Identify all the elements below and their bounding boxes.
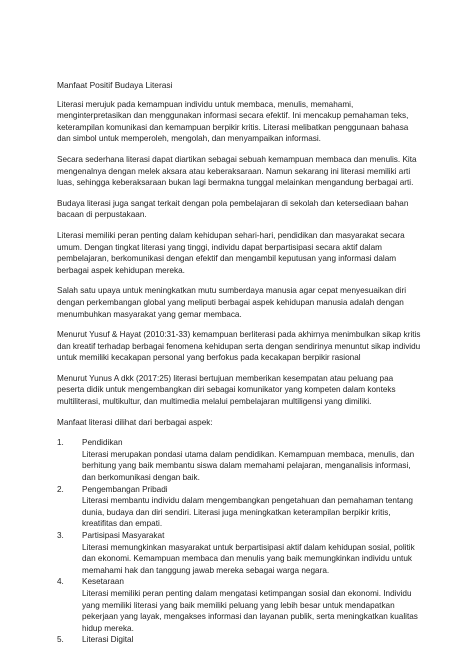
paragraph-definition: Literasi merujuk pada kemampuan individu untuk membaca, menulis, memahami, menginterpretasikan dan menggunakan informasi secara efektif. Ini mencakup pemahaman teks, keterampilan komunikasi dan kemampuan berpikir kritis. Literasi melibatkan penggunaan bahasa dan simbol untuk memperoleh, mengolah, dan menyampaikan informasi. (57, 99, 409, 144)
list-item-text: Literasi memiliki peran penting dalam mengatasi ketimpangan sosial dan ekonomi. Individu yang memiliki literasi yang baik memiliki peluang yang lebih besar untuk mendapatkan pekerjaan yang layak, mengakses informasi dan layanan publik, serta meningkatkan kualitas hidup mereka. (82, 588, 418, 633)
list-number: 5. (57, 635, 64, 645)
list-item (57, 576, 422, 634)
document-content (57, 80, 422, 646)
list-item-heading: Pendidikan (82, 438, 123, 448)
list-item-heading: Literasi Digital (82, 635, 134, 645)
list-item-text: Literasi memungkinkan masyarakat untuk berpartisipasi aktif dalam kehidupan sosial, politik dan ekonomi. Kemampuan membaca dan menulis yang baik memungkinkan individu untuk memahami hak dan tanggung jawab mereka sebagai warga negara. (82, 542, 415, 575)
paragraph-yusuf-hayat: Menurut Yusuf & Hayat (2010:31-33) kemampuan berliterasi pada akhirnya menimbulkan sikap kritis dan kreatif terhadap berbagai fenomena kehidupan serta dengan sendirinya menuntut sikap individu untuk memiliki kecakapan personal yang berfokus pada kecakapan berpikir rasional (57, 330, 421, 363)
document-title: Manfaat Positif Budaya Literasi (57, 80, 173, 90)
paragraph-importance: Literasi memiliki peran penting dalam kehidupan sehari-hari, pendidikan dan masyarakat secara umum. Dengan tingkat literasi yang tinggi, individu dapat berpartisipasi secara aktif dalam pembelajaran, berkomunikasi dengan efektif dan mengambil keputusan yang informasi dalam berbagai aspek kehidupan mereka. (57, 230, 405, 275)
list-number: 1. (57, 438, 64, 448)
list-item-heading: Partisipasi Masyarakat (82, 531, 165, 540)
list-number: 4. (57, 577, 64, 587)
paragraph-list-intro: Manfaat literasi dilihat dari berbagai aspek: (57, 417, 213, 427)
list-item (57, 634, 422, 646)
list-item (57, 437, 422, 483)
list-item (57, 484, 422, 530)
list-number: 3. (57, 531, 64, 540)
benefits-list (57, 437, 422, 646)
list-number: 2. (57, 484, 64, 494)
list-item (57, 530, 422, 576)
list-item-heading: Kesetaraan (82, 577, 124, 587)
paragraph-simple-meaning: Secara sederhana literasi dapat diartikan sebagai sebuah kemampuan membaca dan menulis. Kita mengenalnya dengan melek aksara atau keberaksaraan. Namun sekarang ini literasi memiliki arti luas, sehingga keberaksaraan bukan lagi bermakna tunggal melainkan mengandung berbagai arti. (57, 154, 417, 188)
list-item-text: Literasi membantu individu dalam mengembangkan pengetahuan dan pemahaman tentang dunia, budaya dan diri sendiri. Literasi juga meningkatkan keterampilan berpikir kritis, kreatifitas dan empati. (82, 496, 413, 529)
paragraph-human-resources: Salah satu upaya untuk meningkatkan mutu sumberdaya manusia agar cepat menyesuaikan diri dengan perkembangan global yang meliputi berbagai aspek kehidupan manusia adalah dengan menumbuhkan masyarakat yang gemar membaca. (57, 286, 407, 319)
list-item-text: Literasi merupakan pondasi utama dalam pendidikan. Kemampuan membaca, menulis, dan berhitung yang baik membantu siswa dalam memahami pelajaran, menganalisis informasi, dan berkomunikasi dengan baik. (82, 449, 415, 483)
paragraph-yunus: Menurut Yunus A dkk (2017:25) literasi bertujuan memberikan kesempatan atau peluang paa peserta didik untuk mengembangkan diri sebagai komunikator yang kompeten dalam konteks multiliterasi, multikultur, dan multimedia melalui pembelajaran multiligensi yang dimiliki. (57, 373, 396, 407)
paragraph-school-library: Budaya literasi juga sangat terkait dengan pola pembelajaran di sekolah dan ketersediaan bahan bacaan di perpustakaan. (57, 198, 409, 220)
list-item-heading: Pengembangan Pribadi (82, 484, 168, 494)
